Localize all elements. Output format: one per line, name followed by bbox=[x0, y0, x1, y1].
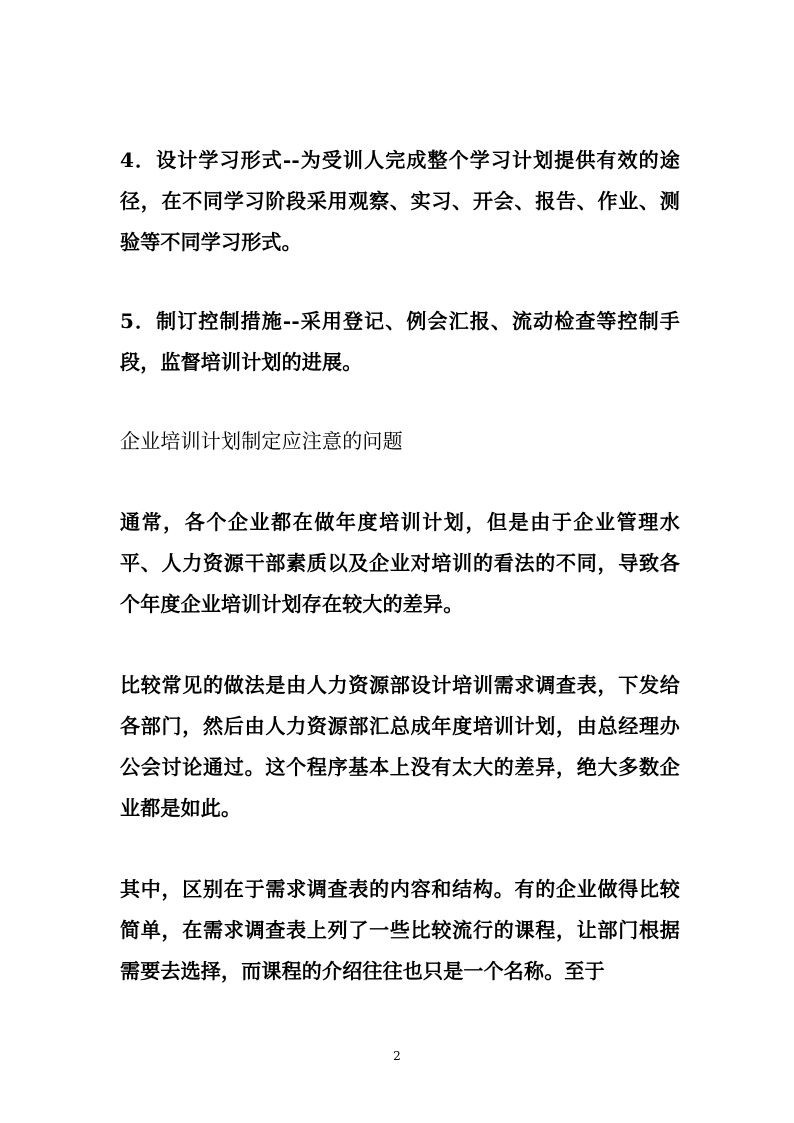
paragraph-step-5: 5．制订控制措施--采用登记、例会汇报、流动检查等控制手段，监督培训计划的进展。 bbox=[120, 309, 680, 374]
paragraph-step-4: 4．设计学习形式--为受训人完成整个学习计划提供有效的途径，在不同学习阶段采用观察、实习、开会、报告、作业、测验等不同学习形式。 bbox=[120, 148, 680, 254]
section-heading: 企业培训计划制定应注意的问题 bbox=[120, 429, 403, 453]
page-number: 2 bbox=[393, 1049, 401, 1063]
paragraph-common-practice: 比较常见的做法是由人力资源部设计培训需求调查表，下发给各部门，然后由人力资源部汇总成年度培训计划，由总经理办公会讨论通过。这个程序基本上没有太大的差异，绝大多数企业都是如此。 bbox=[120, 673, 680, 820]
paragraph-survey-differences: 其中，区别在于需求调查表的内容和结构。有的企业做得比较简单，在需求调查表上列了一些比较流行的课程，让部门根据需要去选择，而课程的介绍往往也只是一个名称。至于 bbox=[120, 877, 680, 983]
document-body bbox=[120, 140, 680, 992]
paragraph-annual-plan: 通常，各个企业都在做年度培训计划，但是由于企业管理水平、人力资源干部素质以及企业对培训的看法的不同，导致各个年度企业培训计划存在较大的差异。 bbox=[120, 510, 680, 616]
